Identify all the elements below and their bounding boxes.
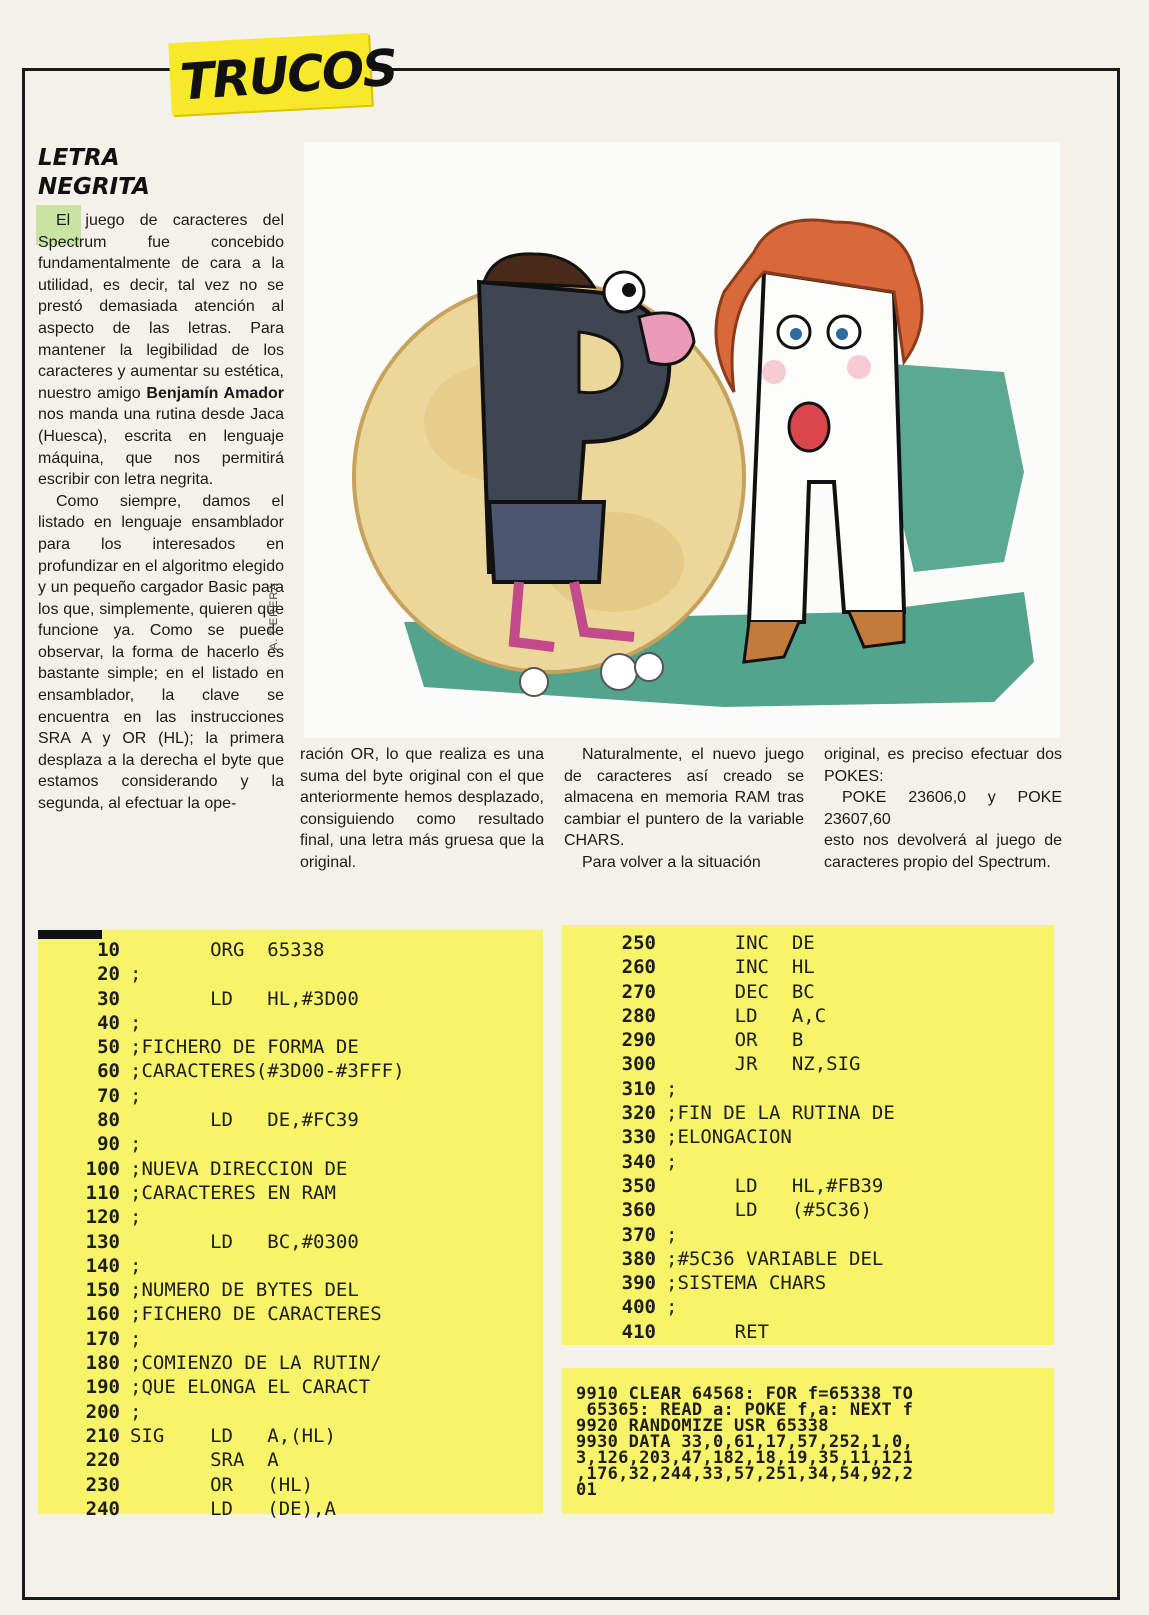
line-code: ;SISTEMA CHARS	[666, 1272, 827, 1295]
code-line	[562, 1271, 1054, 1295]
code-line	[38, 1375, 543, 1399]
code-line	[38, 962, 543, 986]
line-number: 120	[85, 1206, 120, 1229]
code-line	[38, 1181, 543, 1205]
line-code: LD (#5C36)	[666, 1199, 872, 1222]
line-number: 220	[85, 1449, 120, 1472]
line-number: 290	[621, 1029, 656, 1052]
paragraph-5: Para volver a la situación	[582, 853, 761, 871]
column-4	[824, 744, 1062, 874]
code-line	[562, 1174, 1054, 1198]
line-code: LD (DE),A	[130, 1497, 336, 1520]
author-name: Benjamín Amador	[146, 384, 284, 402]
code-line	[562, 1223, 1054, 1247]
line-code: ;	[130, 1206, 142, 1229]
code-line	[38, 1230, 543, 1254]
line-number: 250	[621, 932, 656, 954]
line-code: OR B	[666, 1029, 804, 1052]
paragraph-3: ración OR, lo que realiza es una suma del byte original con el que anteriormente hemos desplazado, consiguiendo como resultado final, una letra más gruesa que la original.	[300, 746, 544, 871]
line-code: ;CARACTERES EN RAM	[130, 1181, 336, 1204]
code-line	[38, 1157, 543, 1181]
line-number: 80	[97, 1109, 120, 1132]
code-line	[38, 1327, 543, 1351]
line-code: ;	[130, 1133, 142, 1156]
line-code: LD HL,#FB39	[666, 1174, 884, 1197]
code-line	[562, 1320, 1054, 1344]
code-line	[38, 1011, 543, 1035]
line-code: LD HL,#3D00	[130, 987, 359, 1010]
code-line	[38, 1205, 543, 1229]
line-code: ;NUEVA DIRECCION DE	[130, 1157, 348, 1180]
line-code: ;	[130, 1327, 142, 1350]
code-line	[38, 1351, 543, 1375]
line-number: 100	[85, 1157, 120, 1180]
line-code: ;	[666, 1077, 678, 1100]
code-line	[38, 1400, 543, 1424]
code-line	[562, 980, 1054, 1004]
line-number: 340	[621, 1150, 656, 1173]
code-line	[38, 1278, 543, 1302]
line-code: ;QUE ELONGA EL CARACT	[130, 1376, 371, 1399]
line-number: 330	[621, 1126, 656, 1149]
article-headline	[38, 144, 288, 202]
line-code: ;CARACTERES(#3D00-#3FFF)	[130, 1060, 405, 1083]
line-number: 140	[85, 1254, 120, 1277]
code-line	[38, 1059, 543, 1083]
code-line	[38, 1302, 543, 1326]
line-number: 60	[97, 1060, 120, 1083]
paragraph-1: El juego de caracteres del Spectrum fue concebido fundamentalmente de cara a la utilidad, es decir, tal vez no se prestó demasiada atención al aspecto de las letras. Para mantener la legibilidad de los caracteres y aumentar su estética, nuestro amigo Benjamín Amador nos manda una rutina desde Jaca (Huesca), escrita en lenguaje máquina, que nos permitirá escribir con letra negrita.	[38, 212, 284, 489]
line-code: SIG LD A,(HL)	[130, 1424, 336, 1447]
assembler-listing-left	[38, 930, 543, 1520]
line-number: 400	[621, 1296, 656, 1319]
section-title: TRUCOS	[178, 38, 399, 112]
column-3	[564, 744, 804, 874]
code-line	[562, 955, 1054, 979]
line-number: 280	[621, 1004, 656, 1027]
line-code: RET	[666, 1320, 769, 1343]
line-number: 10	[97, 939, 120, 961]
code-line	[38, 1424, 543, 1448]
code-line	[562, 1125, 1054, 1149]
line-number: 70	[97, 1084, 120, 1107]
line-code: ;	[130, 1254, 142, 1277]
line-number: 380	[621, 1247, 656, 1270]
code-line	[562, 1028, 1054, 1052]
poke-instructions: POKE 23606,0 y POKE 23607,60	[824, 789, 1062, 828]
illustration-credit: A. PERERA	[268, 582, 280, 650]
code-line	[38, 1084, 543, 1108]
column-1	[38, 210, 284, 815]
line-number: 390	[621, 1272, 656, 1295]
code-line	[562, 1247, 1054, 1271]
line-number: 230	[85, 1473, 120, 1496]
code-line	[38, 1035, 543, 1059]
line-number: 260	[621, 956, 656, 979]
code-line	[562, 931, 1054, 955]
code-line	[562, 1295, 1054, 1319]
line-number: 180	[85, 1352, 120, 1375]
line-number: 310	[621, 1077, 656, 1100]
code-line	[38, 1497, 543, 1521]
line-number: 90	[97, 1133, 120, 1156]
paragraph-7: esto nos devolverá al juego de caracteres propio del Spectrum.	[824, 832, 1062, 871]
line-code: SRA A	[130, 1449, 279, 1472]
line-code: ;FICHERO DE CARACTERES	[130, 1303, 382, 1326]
line-code: ;	[666, 1296, 678, 1319]
paragraph-6: original, es preciso efectuar dos POKES:	[824, 746, 1062, 785]
line-number: 270	[621, 980, 656, 1003]
headline-line-1: LETRA	[38, 145, 120, 171]
line-number: 320	[621, 1102, 656, 1125]
line-number: 160	[85, 1303, 120, 1326]
line-number: 40	[97, 1011, 120, 1034]
line-number: 110	[85, 1181, 120, 1204]
line-code: LD BC,#0300	[130, 1230, 359, 1253]
line-number: 210	[85, 1424, 120, 1447]
code-line	[38, 938, 543, 962]
paragraph-2: Como siempre, damos el listado en lenguaje ensamblador para los interesados en profundizar en el algoritmo elegido y un pequeño cargador Basic para los que, simplemente, quieren que funcione ya. Como se puede observar, la forma de hacerlo es bastante simple; en el listado en ensamblador, la clave se encuentra en las instrucciones SRA A y OR (HL); la primera desplaza a la derecha el byte que estamos considerando y la segunda, al efectuar la ope-	[38, 492, 284, 813]
code-line	[562, 1004, 1054, 1028]
listing-right-lines	[562, 925, 1054, 1344]
line-code: ;#5C36 VARIABLE DEL	[666, 1247, 884, 1270]
line-code: ;ELONGACION	[666, 1126, 792, 1149]
line-code: ;	[666, 1223, 678, 1246]
line-number: 360	[621, 1199, 656, 1222]
letters-illustration-graphic	[304, 142, 1060, 738]
code-line	[38, 1448, 543, 1472]
line-number: 200	[85, 1400, 120, 1423]
line-number: 240	[85, 1497, 120, 1520]
line-code: LD A,C	[666, 1004, 827, 1027]
line-code: ORG 65338	[130, 939, 325, 961]
line-code: OR (HL)	[130, 1473, 314, 1496]
assembler-listing-right	[562, 925, 1054, 1345]
line-code: ;	[130, 1400, 142, 1423]
line-number: 30	[97, 987, 120, 1010]
basic-loader-listing	[562, 1368, 1054, 1514]
line-code: INC DE	[666, 932, 815, 954]
column-2	[300, 744, 544, 874]
line-code: ;FICHERO DE FORMA DE	[130, 1036, 359, 1059]
code-line	[562, 1101, 1054, 1125]
code-line	[38, 1473, 543, 1497]
line-number: 300	[621, 1053, 656, 1076]
line-number: 370	[621, 1223, 656, 1246]
headline-line-2: NEGRITA	[38, 174, 150, 200]
line-number: 150	[85, 1279, 120, 1302]
line-number: 170	[85, 1327, 120, 1350]
line-code: JR NZ,SIG	[666, 1053, 861, 1076]
line-code: ;	[130, 1011, 142, 1034]
code-line	[38, 987, 543, 1011]
line-number: 190	[85, 1376, 120, 1399]
line-number: 130	[85, 1230, 120, 1253]
line-number: 410	[621, 1320, 656, 1343]
code-line	[38, 1254, 543, 1278]
line-number: 350	[621, 1174, 656, 1197]
basic-loader-code: 9910 CLEAR 64568: FOR f=65338 TO 65365: READ a: POKE f,a: NEXT f 9920 RANDOMIZE USR 65338 9930 DATA 33,0,61,17,57,252,1,0, 3,126,203,47,182,18,19,35,11,121 ,176,32,244,33,57,251,34,54,92,2 01	[576, 1384, 914, 1500]
line-code: ;COMIENZO DE LA RUTIN/	[130, 1352, 382, 1375]
code-line	[38, 1108, 543, 1132]
line-code: ;	[666, 1150, 678, 1173]
code-line	[562, 1150, 1054, 1174]
line-code: DEC BC	[666, 980, 815, 1003]
line-code: ;NUMERO DE BYTES DEL	[130, 1279, 359, 1302]
line-code: ;FIN DE LA RUTINA DE	[666, 1102, 895, 1125]
code-line	[562, 1052, 1054, 1076]
paragraph-4: Naturalmente, el nuevo juego de caracteres así creado se almacena en memoria RAM tras cambiar el puntero de la variable CHARS.	[564, 746, 804, 850]
listing-left-lines	[38, 930, 543, 1521]
line-code: ;	[130, 1084, 142, 1107]
illustration	[304, 142, 1060, 738]
line-code: ;	[130, 963, 142, 986]
code-line	[38, 1132, 543, 1156]
listing-marker-bar	[38, 930, 102, 939]
line-number: 20	[97, 963, 120, 986]
line-code: INC HL	[666, 956, 815, 979]
line-number: 50	[97, 1036, 120, 1059]
code-line	[562, 1198, 1054, 1222]
line-code: LD DE,#FC39	[130, 1109, 359, 1132]
code-line	[562, 1077, 1054, 1101]
